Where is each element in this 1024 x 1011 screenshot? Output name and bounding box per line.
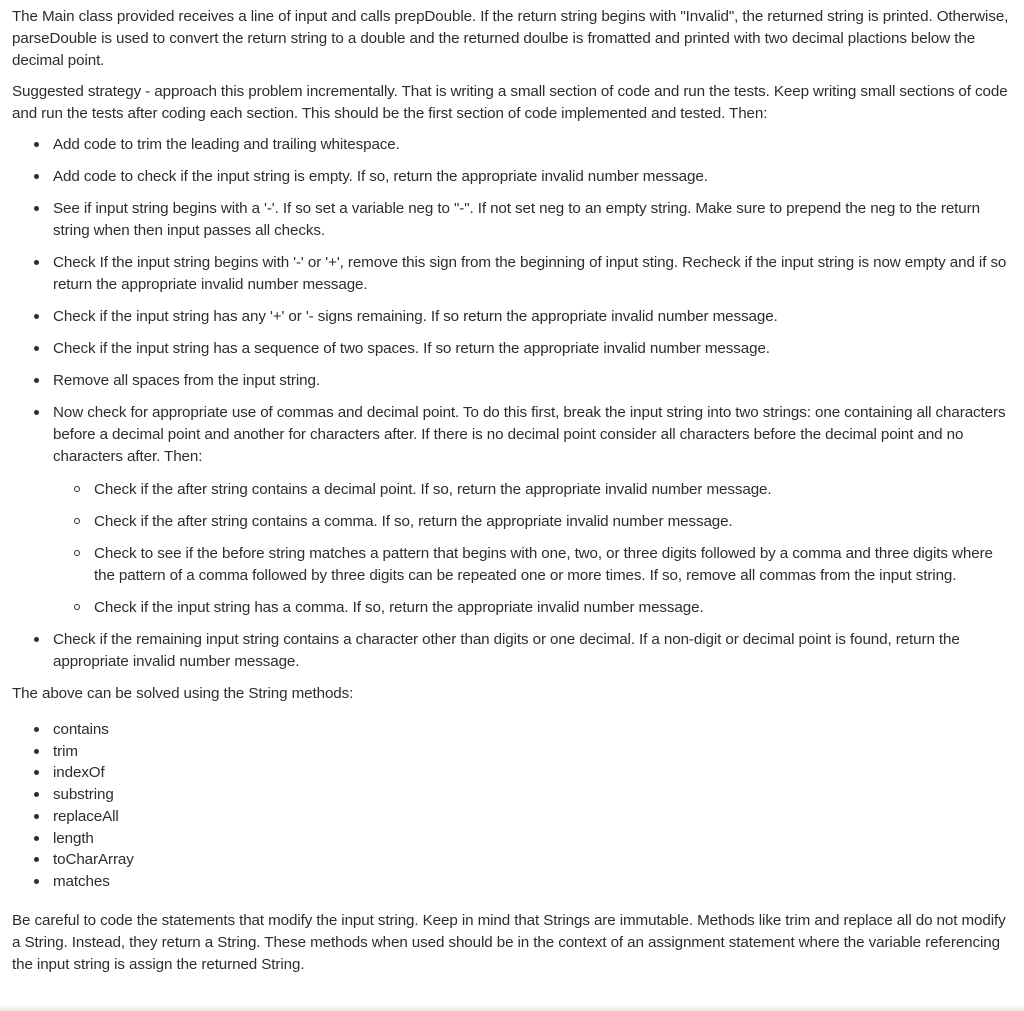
step-item-commas-decimal (53, 402, 1010, 619)
steps-list (12, 134, 1010, 673)
intro-paragraph: The Main class provided receives a line of input and calls prepDouble. If the return string begins with "Invalid", the returned string is printed. Otherwise, parseDouble is used to convert the return string to a double and the returned doulbe is fromatted and printed with two decimal plactions below the decimal point. (12, 8, 1009, 69)
step-item-empty-check: Add code to check if the input string is empty. If so, return the appropriate invalid number message. (53, 166, 1010, 188)
substep-after-comma: Check if the after string contains a comma. If so, return the appropriate invalid number message. (94, 511, 1010, 533)
step-item-non-digit: Check if the remaining input string contains a character other than digits or one decimal. If a non-digit or decimal point is found, return the appropriate invalid number message. (53, 629, 1010, 673)
step-item-remove-sign: Check If the input string begins with '-' or '+', remove this sign from the beginning of input sting. Recheck if the input string is now empty and if so return the appropriate invalid number message. (53, 252, 1010, 296)
step-item-two-spaces: Check if the input string has a sequence of two spaces. If so return the appropriate invalid number message. (53, 338, 1010, 360)
strategy-paragraph: Suggested strategy - approach this problem incrementally. That is writing a small section of code and run the tests. Keep writing small sections of code and run the tests after coding each section. This should be the first section of code implemented and tested. Then: (12, 83, 1008, 122)
substep-input-comma: Check if the input string has a comma. If so, return the appropriate invalid number message. (94, 597, 1010, 619)
step-item-signs-remaining: Check if the input string has any '+' or '- signs remaining. If so return the appropriate invalid number message. (53, 306, 1010, 328)
substep-before-pattern: Check to see if the before string matches a pattern that begins with one, two, or three digits followed by a comma and three digits where the pattern of a comma followed by three digits can be repeated one or more times. If so, remove all commas from the input string. (94, 543, 1010, 587)
step-item-trim: Add code to trim the leading and trailing whitespace. (53, 134, 1010, 156)
string-methods-list (12, 719, 1010, 893)
method-item: matches (53, 871, 1010, 893)
method-item: indexOf (53, 762, 1010, 784)
method-item: substring (53, 784, 1010, 806)
bottom-edge-shadow (0, 1005, 1024, 1011)
method-item: trim (53, 741, 1010, 763)
step-item-remove-spaces: Remove all spaces from the input string. (53, 370, 1010, 392)
commas-decimal-sublist (53, 479, 1010, 619)
substep-after-decimal: Check if the after string contains a decimal point. If so, return the appropriate invalid number message. (94, 479, 1010, 501)
methods-intro-paragraph: The above can be solved using the String methods: (12, 685, 354, 702)
method-item: replaceAll (53, 806, 1010, 828)
method-item: toCharArray (53, 849, 1010, 871)
step-item-neg-variable: See if input string begins with a '-'. If so set a variable neg to "-". If not set neg to an empty string. Make sure to prepend the neg to the return string when then input passes all checks. (53, 198, 1010, 242)
careful-paragraph: Be careful to code the statements that modify the input string. Keep in mind that Strings are immutable. Methods like trim and replace all do not modify a String. Instead, they return a String. These methods when used should be in the context of an assignment statement where the variable referencing the input string is assign the returned String. (12, 911, 1006, 973)
method-item: length (53, 828, 1010, 850)
method-item: contains (53, 719, 1010, 741)
step-item-commas-decimal-text: Now check for appropriate use of commas and decimal point. To do this first, break the input string into two strings: one containing all characters before a decimal point and another for characters after. If there is no decimal point consider all characters before the decimal point and no characters after. Then: (53, 404, 1006, 465)
